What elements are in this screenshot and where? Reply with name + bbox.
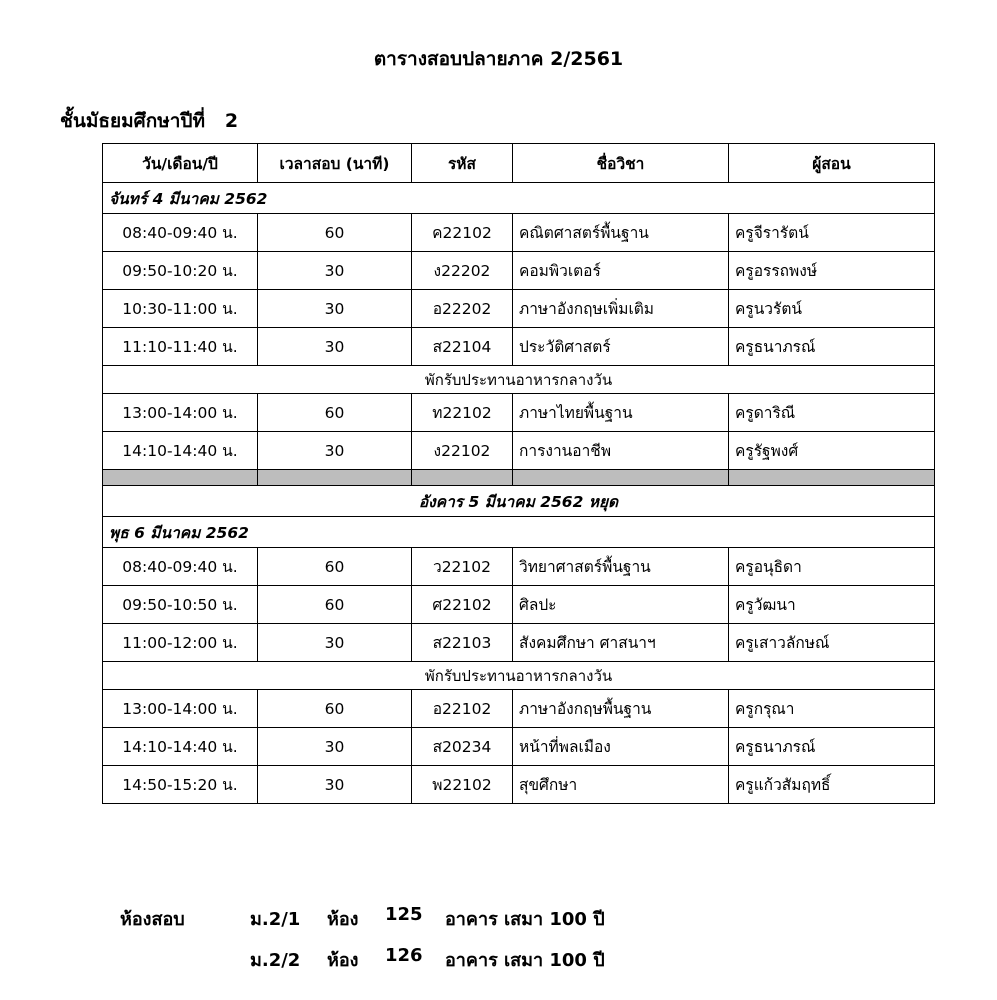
separator-cell <box>412 470 513 486</box>
room-class: ม.2/1 <box>250 909 301 930</box>
subject-code: อ22102 <box>412 690 513 728</box>
teacher-name: ครูดาริณี <box>729 394 935 432</box>
room-number: 125 <box>385 904 423 925</box>
exam-schedule-table <box>102 143 935 804</box>
table-row <box>103 432 935 470</box>
subject-code: ง22202 <box>412 252 513 290</box>
exam-time: 11:10-11:40 น. <box>103 328 258 366</box>
header-duration: เวลาสอบ (นาที) <box>258 144 412 183</box>
day-label: จันทร์ 4 มีนาคม 2562 <box>103 183 935 214</box>
table-row <box>103 586 935 624</box>
teacher-name: ครูนวรัตน์ <box>729 290 935 328</box>
page-title: ตารางสอบปลายภาค 2/2561 <box>373 48 624 70</box>
subject-code: พ22102 <box>412 766 513 804</box>
exam-time: 11:00-12:00 น. <box>103 624 258 662</box>
exam-minutes: 60 <box>258 690 412 728</box>
separator-cell <box>258 470 412 486</box>
teacher-name: ครูธนาภรณ์ <box>729 328 935 366</box>
grade-label: ชั้นมัธยมศึกษาปีที่ 2 <box>60 110 239 132</box>
exam-time: 13:00-14:00 น. <box>103 690 258 728</box>
holiday-row <box>103 486 935 517</box>
exam-time: 14:50-15:20 น. <box>103 766 258 804</box>
subject-code: ท22102 <box>412 394 513 432</box>
exam-time: 13:00-14:00 น. <box>103 394 258 432</box>
subject-code: ค22102 <box>412 214 513 252</box>
separator-cell <box>513 470 729 486</box>
table-row <box>103 290 935 328</box>
teacher-name: ครูอนุธิดา <box>729 548 935 586</box>
room-word: ห้อง <box>327 909 359 930</box>
teacher-name: ครูวัฒนา <box>729 586 935 624</box>
holiday-label: อังคาร 5 มีนาคม 2562 หยุด <box>103 486 935 517</box>
exam-minutes: 30 <box>258 432 412 470</box>
room-class: ม.2/2 <box>250 950 301 971</box>
teacher-name: ครูเสาวลักษณ์ <box>729 624 935 662</box>
room-word: ห้อง <box>327 950 359 971</box>
table-row <box>103 328 935 366</box>
subject-code: อ22202 <box>412 290 513 328</box>
day-row-wednesday <box>103 517 935 548</box>
subject-name: คณิตศาสตร์พื้นฐาน <box>513 214 729 252</box>
header-date: วัน/เดือน/ปี <box>103 144 258 183</box>
teacher-name: ครูธนาภรณ์ <box>729 728 935 766</box>
subject-name: หน้าที่พลเมือง <box>513 728 729 766</box>
subject-code: ส20234 <box>412 728 513 766</box>
lunch-break-label: พักรับประทานอาหารกลางวัน <box>103 366 935 394</box>
exam-minutes: 30 <box>258 766 412 804</box>
exam-time: 14:10-14:40 น. <box>103 432 258 470</box>
separator-row <box>103 470 935 486</box>
subject-name: สังคมศึกษา ศาสนาฯ <box>513 624 729 662</box>
exam-minutes: 60 <box>258 586 412 624</box>
header-teacher: ผู้สอน <box>729 144 935 183</box>
exam-time: 08:40-09:40 น. <box>103 214 258 252</box>
subject-code: ส22104 <box>412 328 513 366</box>
exam-time: 09:50-10:50 น. <box>103 586 258 624</box>
exam-time: 14:10-14:40 น. <box>103 728 258 766</box>
separator-cell <box>729 470 935 486</box>
header-subject: ชื่อวิชา <box>513 144 729 183</box>
day-label: พุธ 6 มีนาคม 2562 <box>103 517 935 548</box>
room-building: อาคาร เสมา 100 ปี <box>445 950 605 971</box>
exam-time: 08:40-09:40 น. <box>103 548 258 586</box>
teacher-name: ครูรัฐพงศ์ <box>729 432 935 470</box>
table-row <box>103 766 935 804</box>
subject-name: ประวัติศาสตร์ <box>513 328 729 366</box>
teacher-name: ครูกรุณา <box>729 690 935 728</box>
subject-name: วิทยาศาสตร์พื้นฐาน <box>513 548 729 586</box>
lunch-break-label: พักรับประทานอาหารกลางวัน <box>103 662 935 690</box>
exam-time: 10:30-11:00 น. <box>103 290 258 328</box>
exam-minutes: 30 <box>258 328 412 366</box>
subject-code: ส22103 <box>412 624 513 662</box>
exam-minutes: 60 <box>258 548 412 586</box>
day-row-monday <box>103 183 935 214</box>
subject-name: ศิลปะ <box>513 586 729 624</box>
room-building: อาคาร เสมา 100 ปี <box>445 909 605 930</box>
subject-name: สุขศึกษา <box>513 766 729 804</box>
lunch-break-row <box>103 662 935 690</box>
table-row <box>103 252 935 290</box>
table-row <box>103 690 935 728</box>
teacher-name: ครูแก้วสัมฤทธิ์ <box>729 766 935 804</box>
subject-name: ภาษาอังกฤษพื้นฐาน <box>513 690 729 728</box>
teacher-name: ครูจีรารัตน์ <box>729 214 935 252</box>
table-header-row <box>103 144 935 183</box>
table-row <box>103 394 935 432</box>
subject-name: ภาษาไทยพื้นฐาน <box>513 394 729 432</box>
subject-name: ภาษาอังกฤษเพิ่มเติม <box>513 290 729 328</box>
lunch-break-row <box>103 366 935 394</box>
subject-name: การงานอาชีพ <box>513 432 729 470</box>
table-row <box>103 214 935 252</box>
header-code: รหัส <box>412 144 513 183</box>
table-row <box>103 624 935 662</box>
separator-cell <box>103 470 258 486</box>
exam-rooms-label: ห้องสอบ <box>120 909 185 930</box>
exam-minutes: 30 <box>258 728 412 766</box>
subject-code: ง22102 <box>412 432 513 470</box>
table-row <box>103 728 935 766</box>
subject-name: คอมพิวเตอร์ <box>513 252 729 290</box>
exam-time: 09:50-10:20 น. <box>103 252 258 290</box>
exam-minutes: 60 <box>258 394 412 432</box>
exam-minutes: 60 <box>258 214 412 252</box>
table-row <box>103 548 935 586</box>
room-number: 126 <box>385 945 423 966</box>
subject-code: ว22102 <box>412 548 513 586</box>
exam-minutes: 30 <box>258 624 412 662</box>
teacher-name: ครูอรรถพงษ์ <box>729 252 935 290</box>
exam-minutes: 30 <box>258 290 412 328</box>
exam-minutes: 30 <box>258 252 412 290</box>
subject-code: ศ22102 <box>412 586 513 624</box>
